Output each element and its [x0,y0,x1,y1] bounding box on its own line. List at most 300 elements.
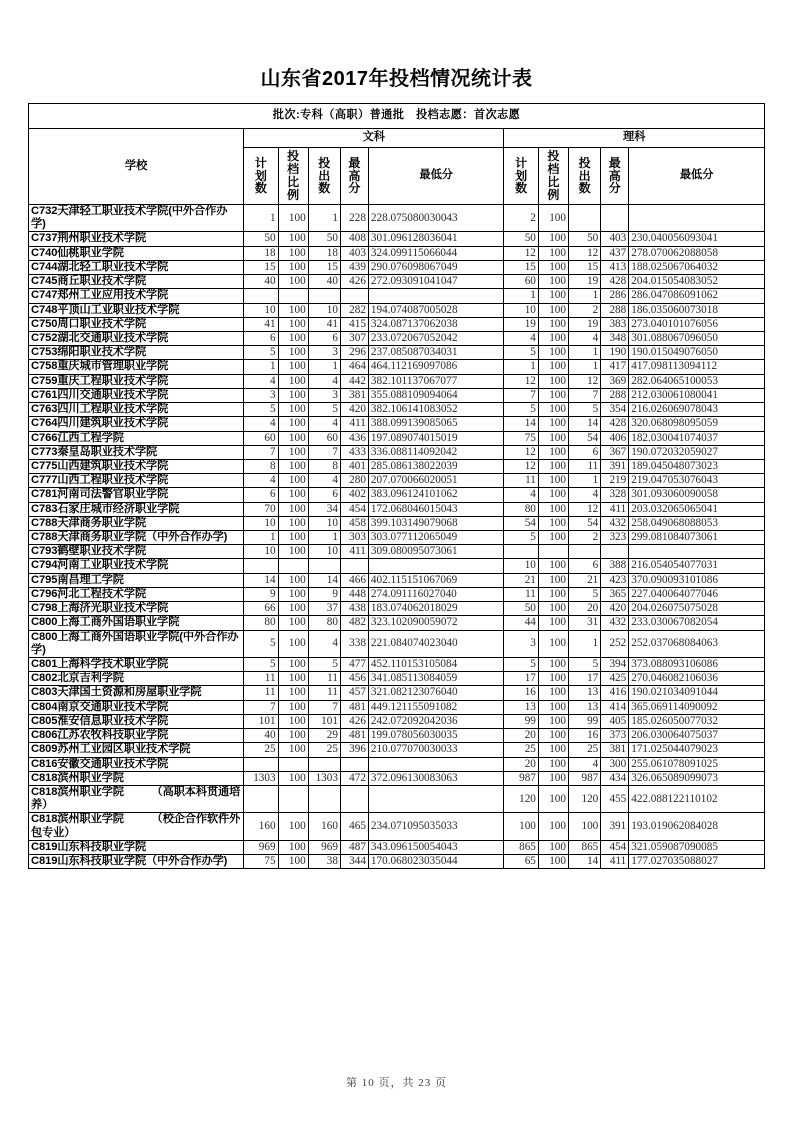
cell-highest-wenke: 307 [340,331,368,345]
cell-plan-wenke: 1 [244,205,278,232]
cell-lowest-wenke: 343.096150054043 [368,840,504,854]
cell-admitted-wenke: 4 [308,474,340,488]
cell-highest-like: 416 [601,686,629,700]
cell-plan-like: 14 [504,417,538,431]
cell-admitted-like: 12 [568,374,600,388]
cell-plan-like: 11 [504,587,538,601]
cell-highest-wenke: 433 [340,445,368,459]
cell-admitted-wenke: 4 [308,374,340,388]
cell-ratio-like: 100 [538,317,568,331]
cell-highest-like: 252 [601,630,629,657]
cell-lowest-like: 255.061078091025 [629,757,765,771]
cell-plan-like: 20 [504,729,538,743]
table-row [29,573,765,587]
school-name-cell: C804南京交通职业技术学院 [29,700,244,714]
cell-plan-wenke: 25 [244,743,278,757]
school-name-cell: C793鹤壁职业技术学院 [29,545,244,559]
cell-lowest-like: 282.064065100053 [629,374,765,388]
cell-admitted-wenke: 1 [308,360,340,374]
cell-lowest-wenke: 199.078056030035 [368,729,504,743]
cell-lowest-wenke: 382.106141083052 [368,403,504,417]
cell-plan-like: 20 [504,757,538,771]
cell-plan-wenke [244,757,278,771]
cell-ratio-like: 100 [538,658,568,672]
cell-highest-wenke: 481 [340,700,368,714]
cell-ratio-wenke: 100 [278,729,308,743]
cell-plan-wenke: 50 [244,232,278,246]
header-like-plan-text: 计划数 [515,155,528,196]
cell-ratio-wenke: 100 [278,771,308,785]
cell-highest-wenke: 296 [340,346,368,360]
cell-ratio-like: 100 [538,232,568,246]
school-name-cell: C788天津商务职业学院（中外合作办学) [29,531,244,545]
cell-admitted-like: 15 [568,260,600,274]
cell-ratio-like: 100 [538,374,568,388]
cell-lowest-like: 216.026069078043 [629,403,765,417]
cell-highest-like [601,545,629,559]
cell-admitted-wenke: 8 [308,459,340,473]
cell-admitted-wenke: 1303 [308,771,340,785]
header-wenke-ratio-text: 投档比例 [287,149,300,202]
cell-plan-wenke: 7 [244,700,278,714]
cell-admitted-like: 6 [568,559,600,573]
cell-lowest-wenke: 383.096124101062 [368,488,504,502]
cell-admitted-wenke: 10 [308,545,340,559]
cell-ratio-wenke: 100 [278,205,308,232]
school-name-cell: C805淮安信息职业技术学院 [29,714,244,728]
cell-highest-wenke: 466 [340,573,368,587]
cell-lowest-like: 189.045048073023 [629,459,765,473]
cell-lowest-like: 365.069114090092 [629,700,765,714]
cell-admitted-like: 1 [568,360,600,374]
cell-admitted-like: 865 [568,840,600,854]
cell-plan-wenke: 4 [244,474,278,488]
cell-highest-like: 405 [601,714,629,728]
admission-statistics-table [28,103,765,869]
cell-highest-wenke [340,559,368,573]
cell-highest-wenke: 448 [340,587,368,601]
cell-highest-like: 288 [601,388,629,402]
table-row [29,417,765,431]
cell-admitted-wenke [308,757,340,771]
table-row [29,658,765,672]
table-body [29,205,765,869]
cell-highest-wenke: 344 [340,855,368,869]
cell-ratio-wenke: 100 [278,616,308,630]
cell-lowest-wenke: 388.099139085065 [368,417,504,431]
cell-admitted-like: 50 [568,232,600,246]
cell-lowest-like: 258.049068088053 [629,516,765,530]
cell-highest-wenke [340,785,368,812]
cell-lowest-wenke: 242.072092042036 [368,714,504,728]
cell-highest-like: 190 [601,346,629,360]
cell-plan-like: 10 [504,303,538,317]
cell-plan-wenke [244,559,278,573]
cell-lowest-wenke: 452.110153105084 [368,658,504,672]
cell-highest-wenke [340,289,368,303]
cell-highest-wenke: 396 [340,743,368,757]
cell-plan-like: 50 [504,602,538,616]
cell-highest-like: 381 [601,743,629,757]
cell-admitted-wenke: 37 [308,602,340,616]
cell-ratio-wenke: 100 [278,658,308,672]
cell-ratio-like: 100 [538,743,568,757]
cell-plan-wenke: 5 [244,403,278,417]
cell-lowest-wenke: 303.077112065049 [368,531,504,545]
cell-ratio-like: 100 [538,840,568,854]
cell-plan-wenke: 6 [244,331,278,345]
cell-ratio-wenke: 100 [278,445,308,459]
header-wenke-plan-text: 计划数 [254,155,267,196]
cell-ratio-wenke: 100 [278,232,308,246]
cell-ratio-like: 100 [538,559,568,573]
cell-highest-like: 354 [601,403,629,417]
cell-highest-wenke: 465 [340,813,368,840]
cell-admitted-wenke: 4 [308,630,340,657]
table-row [29,813,765,840]
cell-highest-wenke: 438 [340,602,368,616]
cell-ratio-like: 100 [538,205,568,232]
cell-plan-wenke: 6 [244,488,278,502]
cell-ratio-like: 100 [538,700,568,714]
cell-plan-like: 15 [504,260,538,274]
cell-plan-like: 44 [504,616,538,630]
cell-plan-wenke: 4 [244,417,278,431]
header-wenke-highest-text: 最高分 [348,155,361,196]
cell-ratio-like: 100 [538,616,568,630]
cell-lowest-like: 422.088122110102 [629,785,765,812]
cell-ratio-wenke [278,289,308,303]
cell-highest-wenke: 415 [340,317,368,331]
header-like-plan [504,148,538,205]
cell-highest-like: 391 [601,459,629,473]
cell-lowest-like: 326.065089099073 [629,771,765,785]
cell-lowest-wenke: 233.072067052042 [368,331,504,345]
table-row [29,205,765,232]
cell-plan-like: 17 [504,672,538,686]
school-name-cell: C803天津国土资源和房屋职业学院 [29,686,244,700]
cell-lowest-like: 188.025067064032 [629,260,765,274]
cell-lowest-wenke: 324.099115066044 [368,246,504,260]
cell-ratio-wenke: 100 [278,630,308,657]
cell-lowest-wenke: 355.088109094064 [368,388,504,402]
cell-lowest-wenke: 321.082123076040 [368,686,504,700]
cell-ratio-like [538,545,568,559]
table-row [29,729,765,743]
cell-plan-like: 11 [504,474,538,488]
cell-plan-wenke: 80 [244,616,278,630]
cell-admitted-like [568,205,600,232]
cell-plan-like: 5 [504,658,538,672]
header-group-wenke: 文科 [244,129,504,148]
cell-admitted-wenke: 10 [308,516,340,530]
cell-ratio-like: 100 [538,502,568,516]
cell-lowest-like: 417.098113094112 [629,360,765,374]
cell-plan-like: 865 [504,840,538,854]
cell-plan-like: 100 [504,813,538,840]
cell-ratio-like: 100 [538,360,568,374]
cell-plan-like: 13 [504,700,538,714]
cell-lowest-wenke: 210.077070030033 [368,743,504,757]
cell-plan-wenke: 5 [244,346,278,360]
cell-plan-wenke: 969 [244,840,278,854]
cell-lowest-like: 206.030064075037 [629,729,765,743]
cell-plan-wenke: 66 [244,602,278,616]
cell-lowest-like: 177.027035088027 [629,855,765,869]
table-row [29,260,765,274]
cell-ratio-wenke: 100 [278,573,308,587]
cell-highest-wenke: 401 [340,459,368,473]
cell-plan-like: 5 [504,531,538,545]
cell-ratio-like: 100 [538,855,568,869]
cell-plan-wenke: 3 [244,388,278,402]
cell-highest-wenke: 411 [340,545,368,559]
cell-lowest-like: 219.047053076043 [629,474,765,488]
table-row [29,289,765,303]
cell-plan-wenke: 14 [244,573,278,587]
school-name-cell: C819山东科技职业学院 [29,840,244,854]
table-row [29,488,765,502]
cell-admitted-like: 2 [568,303,600,317]
cell-lowest-like: 370.090093101086 [629,573,765,587]
cell-highest-wenke: 402 [340,488,368,502]
cell-plan-like: 12 [504,246,538,260]
cell-admitted-like: 6 [568,445,600,459]
cell-highest-like: 434 [601,771,629,785]
cell-admitted-wenke: 5 [308,658,340,672]
cell-lowest-like: 373.088093106086 [629,658,765,672]
cell-highest-wenke: 436 [340,431,368,445]
cell-ratio-wenke: 100 [278,303,308,317]
cell-ratio-like: 100 [538,714,568,728]
school-name-cell: C788天津商务职业学院 [29,516,244,530]
cell-lowest-wenke [368,289,504,303]
table-row [29,757,765,771]
cell-admitted-like: 7 [568,388,600,402]
school-name-cell: C748平顶山工业职业技术学院 [29,303,244,317]
cell-plan-wenke: 40 [244,275,278,289]
table-row [29,431,765,445]
cell-admitted-like: 1 [568,474,600,488]
cell-highest-like: 411 [601,502,629,516]
cell-ratio-wenke: 100 [278,403,308,417]
school-name-cell: C747郑州工业应用技术学院 [29,289,244,303]
cell-lowest-like: 186.035060073018 [629,303,765,317]
cell-admitted-wenke: 11 [308,686,340,700]
school-name-cell: C766江西工程学院 [29,431,244,445]
cell-ratio-wenke: 100 [278,488,308,502]
cell-lowest-like: 227.040064077046 [629,587,765,601]
cell-admitted-like: 4 [568,331,600,345]
cell-admitted-like: 14 [568,417,600,431]
school-name-cell: C800上海工商外国语职业学院 [29,616,244,630]
cell-admitted-wenke: 34 [308,502,340,516]
cell-plan-like: 60 [504,275,538,289]
cell-plan-like: 75 [504,431,538,445]
cell-highest-wenke: 481 [340,729,368,743]
cell-plan-wenke: 5 [244,630,278,657]
cell-highest-like [601,205,629,232]
cell-admitted-like: 25 [568,743,600,757]
cell-admitted-like: 17 [568,672,600,686]
cell-highest-like: 455 [601,785,629,812]
school-name-cell: C761四川交通职业技术学院 [29,388,244,402]
group-header-row [29,129,765,148]
cell-admitted-wenke [308,289,340,303]
cell-admitted-like: 120 [568,785,600,812]
cell-admitted-like: 100 [568,813,600,840]
cell-ratio-like: 100 [538,488,568,502]
cell-plan-like: 4 [504,331,538,345]
cell-lowest-wenke: 301.096128036041 [368,232,504,246]
cell-highest-wenke: 456 [340,672,368,686]
school-name-cell: C740仙桃职业学院 [29,246,244,260]
cell-ratio-wenke: 100 [278,459,308,473]
school-name-cell: C781河南司法警官职业学院 [29,488,244,502]
cell-lowest-like: 171.025044079023 [629,743,765,757]
cell-lowest-wenke: 372.096130083063 [368,771,504,785]
cell-admitted-wenke: 6 [308,331,340,345]
cell-ratio-wenke [278,559,308,573]
cell-ratio-like: 100 [538,757,568,771]
cell-admitted-like [568,545,600,559]
cell-highest-wenke: 338 [340,630,368,657]
school-name-cell: C802北京吉利学院 [29,672,244,686]
school-name-cell: C806江苏农牧科技职业学院 [29,729,244,743]
cell-lowest-wenke: 309.080095073061 [368,545,504,559]
cell-ratio-like: 100 [538,686,568,700]
cell-admitted-like: 31 [568,616,600,630]
cell-lowest-like: 212.030061080041 [629,388,765,402]
cell-ratio-like: 100 [538,459,568,473]
header-wenke-lowest: 最低分 [368,148,504,205]
cell-admitted-wenke: 4 [308,417,340,431]
table-row [29,459,765,473]
cell-admitted-like: 19 [568,317,600,331]
cell-ratio-like: 100 [538,672,568,686]
cell-plan-like: 50 [504,232,538,246]
cell-admitted-like: 1 [568,346,600,360]
cell-plan-wenke: 60 [244,431,278,445]
cell-ratio-like: 100 [538,531,568,545]
table-row [29,630,765,657]
cell-highest-wenke: 408 [340,232,368,246]
cell-highest-like: 437 [601,246,629,260]
cell-ratio-wenke: 100 [278,743,308,757]
cell-admitted-like: 12 [568,246,600,260]
school-name-cell: C759重庆工程职业技术学院 [29,374,244,388]
cell-highest-like: 300 [601,757,629,771]
cell-plan-like: 65 [504,855,538,869]
cell-admitted-like: 13 [568,700,600,714]
cell-lowest-like: 190.072032059027 [629,445,765,459]
cell-highest-like: 454 [601,840,629,854]
school-name-cell: C798上海济光职业技术学院 [29,602,244,616]
cell-lowest-like: 203.032065065041 [629,502,765,516]
cell-admitted-like: 12 [568,502,600,516]
cell-highest-like: 403 [601,232,629,246]
cell-plan-wenke: 5 [244,658,278,672]
cell-highest-wenke: 411 [340,417,368,431]
cell-highest-wenke: 477 [340,658,368,672]
school-name-cell: C801上海科学技术职业学院 [29,658,244,672]
cell-admitted-like: 4 [568,488,600,502]
header-like-admitted [568,148,600,205]
school-name-cell: C816安徽交通职业技术学院 [29,757,244,771]
cell-admitted-wenke: 29 [308,729,340,743]
cell-highest-wenke: 487 [340,840,368,854]
cell-admitted-like: 99 [568,714,600,728]
table-row [29,246,765,260]
cell-highest-wenke: 280 [340,474,368,488]
cell-highest-wenke: 464 [340,360,368,374]
school-name-cell: C737荆州职业技术学院 [29,232,244,246]
school-name-cell: C758重庆城市管理职业学院 [29,360,244,374]
cell-plan-like: 3 [504,630,538,657]
cell-ratio-like: 100 [538,602,568,616]
cell-ratio-wenke: 100 [278,474,308,488]
cell-admitted-like: 54 [568,516,600,530]
cell-admitted-like: 54 [568,431,600,445]
cell-lowest-wenke: 197.089074015019 [368,431,504,445]
cell-highest-like: 425 [601,672,629,686]
cell-highest-like: 394 [601,658,629,672]
cell-admitted-wenke: 160 [308,813,340,840]
cell-lowest-wenke: 234.071095035033 [368,813,504,840]
table-row [29,531,765,545]
school-name-cell: C750周口职业技术学院 [29,317,244,331]
table-row [29,771,765,785]
cell-plan-like: 99 [504,714,538,728]
school-name-cell: C796河北工程技术学院 [29,587,244,601]
table-row [29,360,765,374]
cell-plan-wenke: 1 [244,531,278,545]
cell-highest-like: 286 [601,289,629,303]
cell-admitted-wenke: 9 [308,587,340,601]
cell-highest-like: 417 [601,360,629,374]
cell-lowest-wenke: 399.103149079068 [368,516,504,530]
cell-plan-like: 16 [504,686,538,700]
cell-ratio-wenke: 100 [278,700,308,714]
cell-ratio-wenke: 100 [278,502,308,516]
table-row [29,516,765,530]
cell-lowest-like: 193.019062084028 [629,813,765,840]
cell-highest-like: 369 [601,374,629,388]
cell-lowest-wenke: 272.093091041047 [368,275,504,289]
cell-admitted-wenke: 50 [308,232,340,246]
cell-highest-like: 432 [601,516,629,530]
cell-highest-like: 414 [601,700,629,714]
cell-plan-wenke: 41 [244,317,278,331]
cell-plan-like: 7 [504,388,538,402]
school-name-cell: C794河南工业职业技术学院 [29,559,244,573]
cell-lowest-like: 252.037068084063 [629,630,765,657]
cell-ratio-like: 100 [538,303,568,317]
cell-ratio-wenke: 100 [278,672,308,686]
cell-lowest-wenke: 194.074087005028 [368,303,504,317]
school-name-cell: C777山西工程职业技术学院 [29,474,244,488]
cell-admitted-like: 5 [568,587,600,601]
cell-lowest-wenke: 207.070066020051 [368,474,504,488]
cell-admitted-wenke: 80 [308,616,340,630]
cell-plan-wenke: 160 [244,813,278,840]
cell-highest-wenke: 228 [340,205,368,232]
cell-admitted-wenke: 1 [308,205,340,232]
cell-plan-like: 2 [504,205,538,232]
cell-lowest-wenke: 172.068046015043 [368,502,504,516]
header-wenke-plan [244,148,278,205]
cell-plan-like: 987 [504,771,538,785]
